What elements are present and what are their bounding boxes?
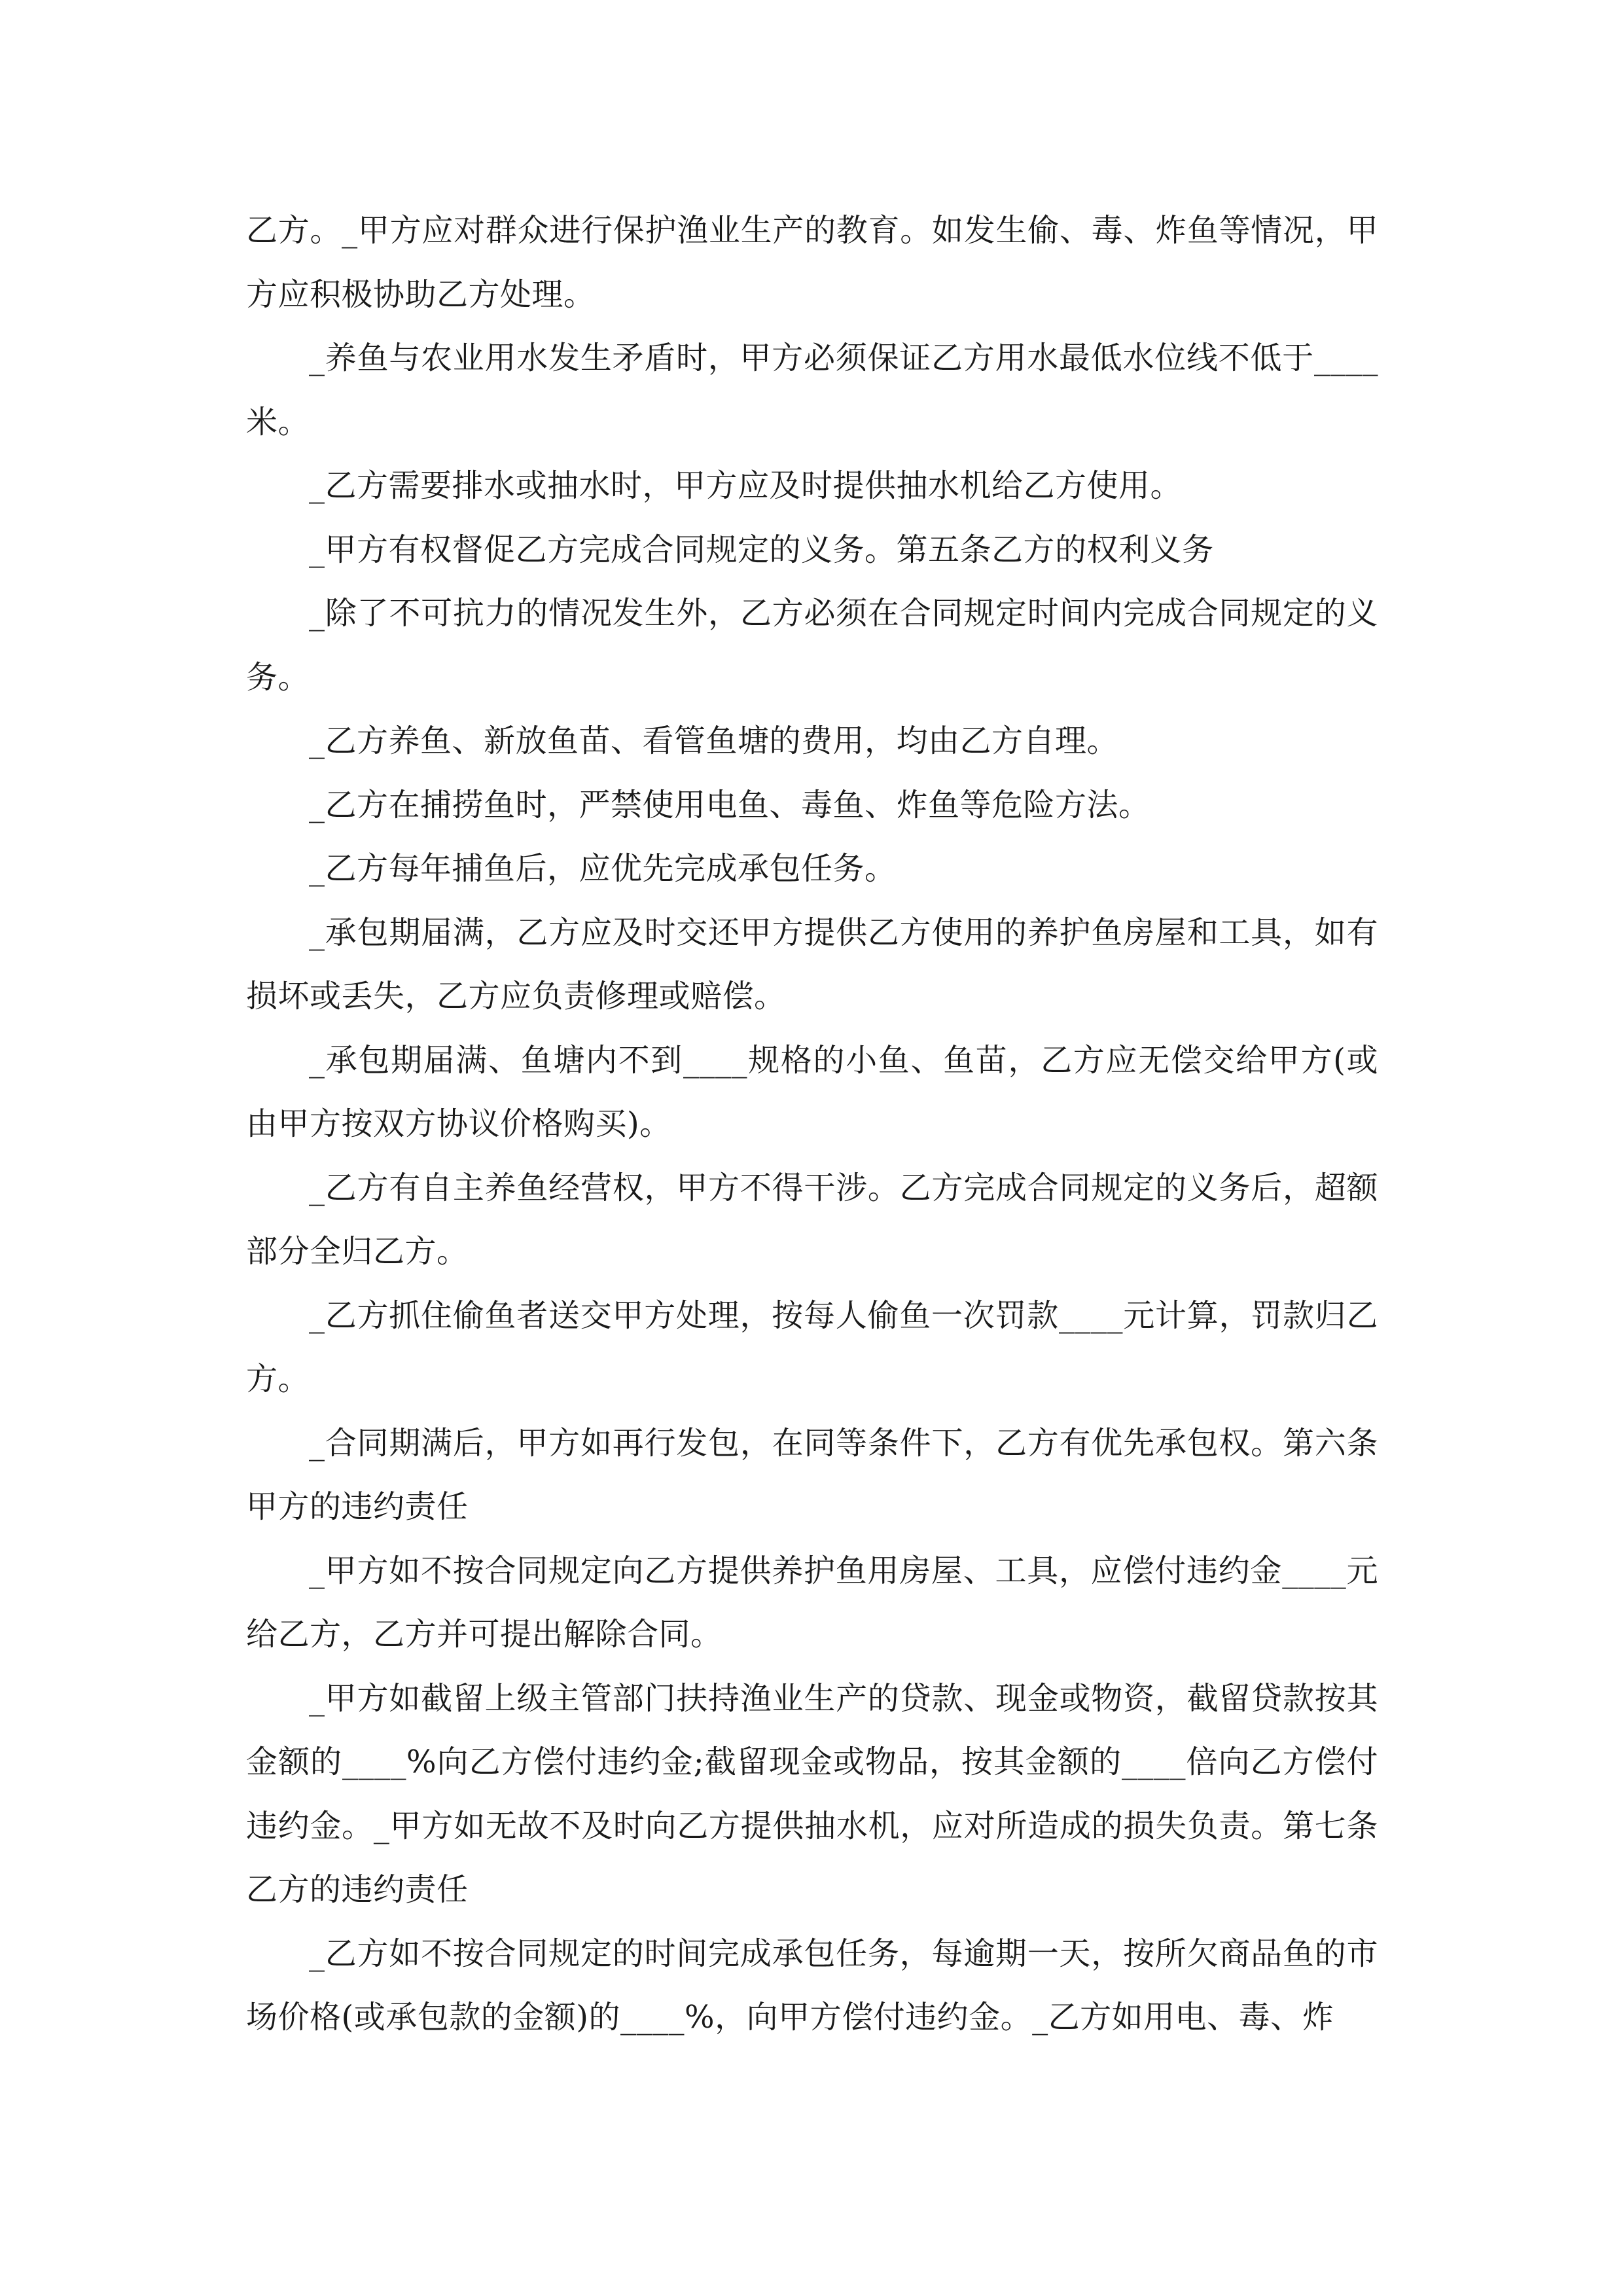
paragraph: 乙方。_甲方应对群众进行保护渔业生产的教育。如发生偷、毒、炸鱼等情况，甲方应积极协助乙方处理。 xyxy=(246,212,1378,313)
paragraph: _甲方如截留上级主管部门扶持渔业生产的贷款、现金或物资，截留贷款按其金额的____%向乙方偿付违约金;截留现金或物品，按其金额的____倍向乙方偿付违约金。_甲方如无故不及时向乙方提供抽水机，应对所造成的损失负责。第七条乙方的违约责任 xyxy=(246,1679,1378,1908)
paragraph: _乙方抓住偷鱼者送交甲方处理，按每人偷鱼一次罚款____元计算，罚款归乙方。 xyxy=(246,1297,1378,1397)
paragraph: _甲方如不按合同规定向乙方提供养护鱼用房屋、工具，应偿付违约金____元给乙方，乙方并可提出解除合同。 xyxy=(246,1552,1378,1653)
paragraph: _养鱼与农业用水发生矛盾时，甲方必须保证乙方用水最低水位线不低于____米。 xyxy=(246,340,1378,440)
paragraph: _承包期届满，乙方应及时交还甲方提供乙方使用的养护鱼房屋和工具，如有损坏或丢失，乙方应负责修理或赔偿。 xyxy=(246,914,1378,1014)
document-body xyxy=(246,199,1378,2050)
paragraph: _乙方在捕捞鱼时，严禁使用电鱼、毒鱼、炸鱼等危险方法。 xyxy=(309,786,1150,823)
paragraph: _乙方有自主养鱼经营权，甲方不得干涉。乙方完成合同规定的义务后，超额部分全归乙方。 xyxy=(246,1169,1378,1270)
paragraph: _乙方如不按合同规定的时间完成承包任务，每逾期一天，按所欠商品鱼的市场价格(或承包款的金额)的____%，向甲方偿付违约金。_乙方如用电、毒、炸 xyxy=(246,1935,1378,2036)
paragraph: _承包期届满、鱼塘内不到____规格的小鱼、鱼苗，乙方应无偿交给甲方(或由甲方按双方协议价格购买)。 xyxy=(246,1041,1378,1142)
paragraph: _乙方每年捕鱼后，应优先完成承包任务。 xyxy=(309,850,897,887)
paragraph: _乙方需要排水或抽水时，甲方应及时提供抽水机给乙方使用。 xyxy=(309,467,1183,504)
paragraph: _合同期满后，甲方如再行发包，在同等条件下，乙方有优先承包权。第六条甲方的违约责任 xyxy=(246,1424,1378,1525)
paragraph: _除了不可抗力的情况发生外，乙方必须在合同规定时间内完成合同规定的义务。 xyxy=(246,595,1378,696)
paragraph: _乙方养鱼、新放鱼苗、看管鱼塘的费用，均由乙方自理。 xyxy=(309,723,1119,759)
paragraph: _甲方有权督促乙方完成合同规定的义务。第五条乙方的权利义务 xyxy=(309,531,1214,568)
